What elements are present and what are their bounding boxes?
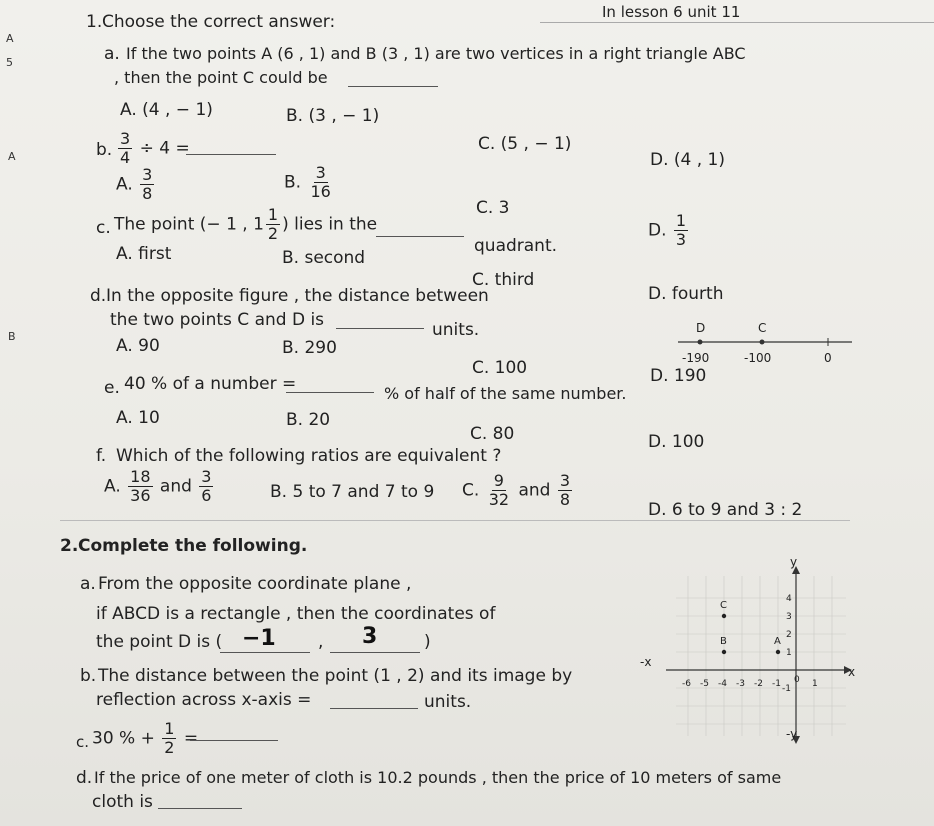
q1d-blank[interactable] [336, 328, 424, 329]
q1b-blank[interactable] [186, 154, 276, 155]
q2a-handwritten-x: −1 [242, 626, 276, 651]
q1f-text: Which of the following ratios are equivalent ? [116, 446, 502, 466]
q1c-option-d[interactable]: D. fourth [648, 284, 724, 304]
x-tick-neg1: -1 [772, 679, 781, 689]
q2d-blank[interactable] [158, 808, 242, 809]
q2d-text2: cloth is [92, 792, 153, 812]
point-d-marker [698, 340, 703, 345]
q2b-text1: The distance between the point (1 , 2) and its image by [98, 666, 573, 686]
q1f-label: f. [96, 446, 107, 466]
point-b-label: B [720, 636, 727, 647]
margin-mark-a: A [6, 32, 14, 45]
q1e-option-a[interactable]: A. 10 [116, 408, 160, 428]
q1d-label: d. [90, 286, 107, 306]
q1a-option-d[interactable]: D. (4 , 1) [650, 150, 726, 170]
q1a-blank[interactable] [348, 86, 438, 87]
q1c-blank[interactable] [376, 236, 464, 237]
y-tick-1: 1 [786, 648, 792, 658]
lesson-label: In lesson 6 unit 11 [602, 3, 741, 21]
axis-label-neg-y: -y [786, 727, 798, 741]
q1b-label: b. [96, 140, 113, 160]
q1c-text-post: quadrant. [474, 236, 558, 256]
q1c-option-b[interactable]: B. second [282, 248, 366, 268]
q2a-text1: From the opposite coordinate plane , [98, 574, 412, 594]
x-tick-neg6: -6 [682, 679, 691, 689]
q2c-expression: 30 % + $\frac{1}{2}$ = [92, 719, 199, 757]
q2b-text2: reflection across x-axis = [96, 690, 312, 710]
q1b-fraction: $\frac{3}{4}$ [120, 129, 131, 167]
q1d-text3: units. [432, 320, 480, 340]
q2d-text1: If the price of one meter of cloth is 10.2 pounds , then the price of 10 meters of same [94, 768, 782, 787]
q2d-label: d. [76, 768, 93, 788]
q2c-label: c. [76, 733, 90, 751]
point-c-label: C [758, 321, 767, 335]
q1c-option-c[interactable]: C. third [472, 270, 535, 290]
coordinate-plane-figure [636, 556, 858, 752]
q2a-text3: the point D is ( [96, 632, 223, 652]
point-a-marker [776, 650, 780, 654]
header-rule [540, 22, 934, 23]
margin-mark-a2: A [8, 150, 16, 163]
q1d-text1: In the opposite figure , the distance between [106, 286, 489, 306]
origin-label: 0 [794, 675, 800, 685]
q1b-option-c[interactable]: C. 3 [476, 198, 510, 218]
q1e-option-c[interactable]: C. 80 [470, 424, 515, 444]
q1b-option-d[interactable]: D. $\frac{1}{3}$ [648, 211, 687, 249]
q1e-blank[interactable] [286, 392, 374, 393]
point-c-marker [722, 614, 726, 618]
x-tick-1: 1 [812, 679, 818, 689]
axis-label-neg-x: -x [640, 655, 652, 669]
point-b-marker [722, 650, 726, 654]
q2-title: Complete the following. [78, 536, 308, 556]
q1-number: 1. [86, 12, 103, 32]
q1f-option-a[interactable]: A. $\frac{18}{36}$ and $\frac{3}{6}$ [104, 467, 212, 505]
q1c-statement: The point (− 1 , 1 $\frac{1}{2}$ ) lies in the [114, 205, 378, 243]
point-c-marker [760, 340, 765, 345]
q1c-label: c. [96, 218, 111, 238]
x-tick-neg5: -5 [700, 679, 709, 689]
tick-label-neg100: -100 [744, 351, 772, 365]
q1a-option-c[interactable]: C. (5 , − 1) [478, 134, 572, 154]
q1d-text2: the two points C and D is [110, 310, 325, 330]
q1c-option-a[interactable]: A. first [116, 244, 172, 264]
y-tick-4: 4 [786, 594, 792, 604]
q1b-option-a[interactable]: A. $\frac{3}{8}$ [116, 165, 153, 203]
x-tick-neg2: -2 [754, 679, 763, 689]
axis-label-y: y [790, 556, 798, 569]
q1a-text2: , then the point C could be [114, 68, 328, 87]
q1f-option-c[interactable]: C. $\frac{9}{32}$ and $\frac{3}{8}$ [462, 471, 571, 509]
q2a-close: ) [424, 632, 431, 652]
q2a-handwritten-y: 3 [362, 624, 378, 649]
q1f-option-b[interactable]: B. 5 to 7 and 7 to 9 [270, 482, 435, 502]
q1d-option-c[interactable]: C. 100 [472, 358, 528, 378]
tick-label-zero: 0 [824, 351, 832, 365]
x-tick-neg4: -4 [718, 679, 727, 689]
margin-mark-b: B [8, 330, 16, 343]
q2a-blank-x[interactable] [220, 652, 310, 653]
y-tick-2: 2 [786, 630, 792, 640]
q1e-text2: % of half of the same number. [384, 384, 627, 403]
q1e-option-b[interactable]: B. 20 [286, 410, 331, 430]
q1f-option-d[interactable]: D. 6 to 9 and 3 : 2 [648, 500, 803, 520]
q1a-text1: If the two points A (6 , 1) and B (3 , 1) are two vertices in a right triangle ABC [126, 44, 746, 63]
q1e-option-d[interactable]: D. 100 [648, 432, 705, 452]
q1b-option-b[interactable]: B. $\frac{3}{16}$ [284, 163, 331, 201]
point-c-label: C [720, 600, 727, 611]
q1a-option-b[interactable]: B. (3 , − 1) [286, 106, 380, 126]
margin-mark-5: 5 [6, 56, 13, 69]
point-d-label: D [696, 321, 706, 335]
q2a-text2: if ABCD is a rectangle , then the coordinates of [96, 604, 496, 624]
section-divider [60, 520, 850, 521]
q1b-expression: $\frac{3}{4}$ ÷ 4 = [120, 129, 190, 167]
q1d-option-d[interactable]: D. 190 [650, 366, 707, 386]
q2c-blank[interactable] [190, 740, 278, 741]
number-line-figure [676, 316, 856, 376]
q2a-blank-y[interactable] [330, 652, 420, 653]
y-tick-3: 3 [786, 612, 792, 622]
q2-number: 2. [60, 536, 79, 556]
q2b-label: b. [80, 666, 97, 686]
q2b-text3: units. [424, 692, 472, 712]
q2a-label: a. [80, 574, 96, 594]
x-tick-neg3: -3 [736, 679, 745, 689]
q2b-blank[interactable] [330, 708, 418, 709]
tick-label-neg190: -190 [682, 351, 710, 365]
q1d-option-b[interactable]: B. 290 [282, 338, 337, 358]
q1e-text1: 40 % of a number = [124, 374, 297, 394]
q1a-label: a. [104, 44, 120, 64]
q2a-comma: , [318, 632, 324, 652]
y-tick-neg1: -1 [782, 684, 791, 694]
q1d-option-a[interactable]: A. 90 [116, 336, 160, 356]
q1e-label: e. [104, 378, 120, 398]
axis-label-x: x [848, 665, 856, 679]
q1-title: Choose the correct answer: [102, 12, 336, 32]
q1a-option-a[interactable]: A. (4 , − 1) [120, 100, 213, 120]
point-a-label: A [774, 636, 781, 647]
